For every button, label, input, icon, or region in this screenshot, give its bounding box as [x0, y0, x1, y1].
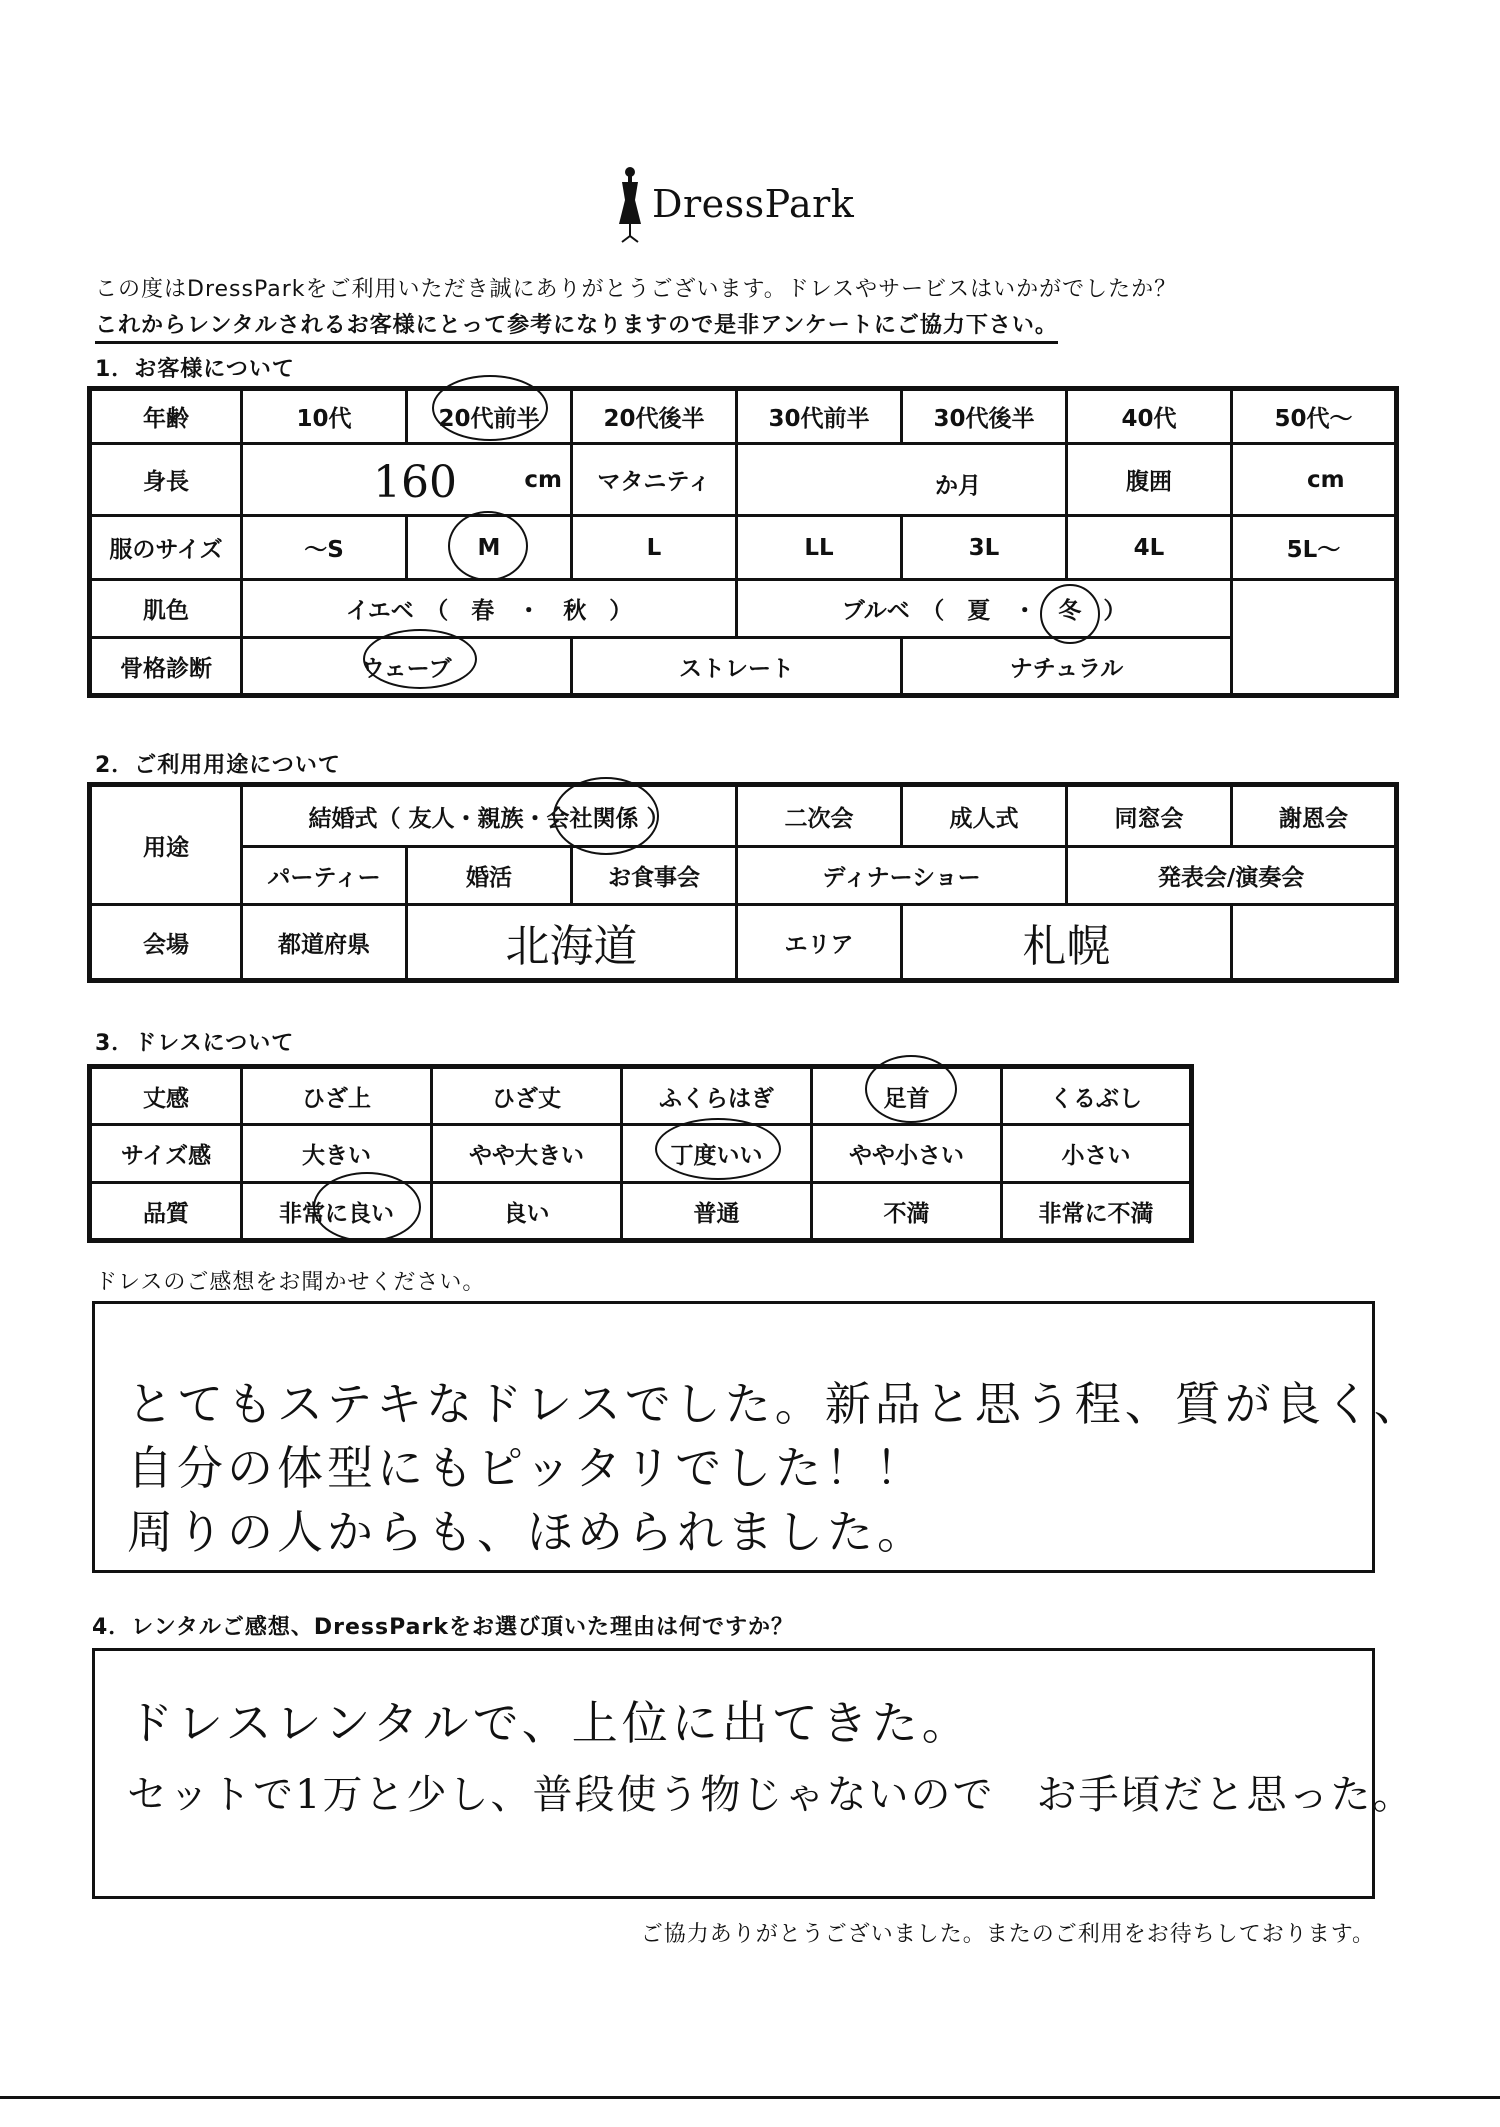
fit-option[interactable]: 大きい	[242, 1125, 432, 1183]
usage-option[interactable]: 成人式	[902, 785, 1067, 847]
dress-table	[87, 1064, 1194, 1243]
skin-row	[90, 580, 1397, 638]
prefecture-label: 都道府県	[242, 905, 407, 981]
waist-label: 腹囲	[1067, 444, 1232, 516]
answer-line: セットで1万と少し、普段使う物じゃないので お手頃だと思った。	[127, 1772, 1415, 1818]
dress-comment-box[interactable]	[92, 1301, 1424, 1573]
quality-option[interactable]: 普通	[622, 1183, 812, 1241]
quality-option[interactable]: 良い	[432, 1183, 622, 1241]
purpose-label: 用途	[90, 785, 242, 905]
section2-title: 2．ご利用用途について	[95, 753, 341, 778]
size-option[interactable]: ～S	[242, 516, 407, 580]
comment-line: 周りの人からも、ほめられました。	[127, 1505, 927, 1559]
size-option[interactable]: 3L	[902, 516, 1067, 580]
customer-table	[87, 386, 1399, 698]
usage-row-1	[90, 785, 1397, 847]
size-option[interactable]: L	[572, 516, 737, 580]
fit-row	[90, 1125, 1192, 1183]
size-option-label: M	[477, 534, 501, 561]
length-option[interactable]: くるぶし	[1002, 1067, 1192, 1125]
usage-option[interactable]: 謝恩会	[1232, 785, 1397, 847]
length-option-selected[interactable]	[812, 1067, 1002, 1125]
blank-cell	[1232, 638, 1397, 696]
frame-row	[90, 638, 1397, 696]
comment-line: 自分の体型にもピッタリでした！！	[127, 1441, 926, 1495]
quality-option-selected[interactable]	[242, 1183, 432, 1241]
intro-request: これからレンタルされるお客様にとって参考になりますので是非アンケートにご協力下さい。	[95, 308, 1058, 344]
brand-name: DressPark	[652, 182, 855, 226]
usage-row-2	[90, 847, 1397, 905]
fit-label: サイズ感	[90, 1125, 242, 1183]
months-unit: か月	[935, 473, 981, 499]
length-option[interactable]: ひざ丈	[432, 1067, 622, 1125]
comment-line: とてもステキなドレスでした。新品と思う程、質が良く、	[127, 1377, 1424, 1431]
maternity-field[interactable]	[737, 444, 1067, 516]
size-option[interactable]: LL	[737, 516, 902, 580]
usage-table	[87, 782, 1399, 983]
usage-option[interactable]: パーティー	[242, 847, 407, 905]
section1-title: 1．お客様について	[95, 357, 295, 382]
usage-option[interactable]: 同窓会	[1067, 785, 1232, 847]
quality-option[interactable]: 不満	[812, 1183, 1002, 1241]
blank-cell	[1232, 905, 1397, 981]
fit-option[interactable]: 小さい	[1002, 1125, 1192, 1183]
section3-title: 3．ドレスについて	[95, 1031, 295, 1056]
skin-blue[interactable]	[737, 580, 1232, 638]
age-option[interactable]: 30代前半	[737, 389, 902, 444]
usage-option[interactable]: お食事会	[572, 847, 737, 905]
venue-row	[90, 905, 1397, 981]
answer-line: ドレスレンタルで、上位に出てきた。	[127, 1696, 972, 1750]
height-unit: cm	[524, 467, 562, 493]
height-value: 160	[373, 457, 457, 508]
skin-blue-prefix: ブルベ （ 夏 ・	[841, 598, 1037, 624]
comment-prompt: ドレスのご感想をお聞かせください。	[95, 1270, 486, 1295]
frame-option[interactable]: ナチュラル	[902, 638, 1232, 696]
fit-option[interactable]: やや小さい	[812, 1125, 1002, 1183]
size-option-selected[interactable]	[407, 516, 572, 580]
waist-field[interactable]	[1232, 444, 1397, 516]
section4-title: 4．レンタルご感想、DressParkをお選び頂いた理由は何ですか？	[92, 1615, 794, 1640]
usage-option[interactable]: ディナーショー	[737, 847, 1067, 905]
quality-label: 品質	[90, 1183, 242, 1241]
length-option[interactable]: ふくらはぎ	[622, 1067, 812, 1125]
length-option-label: 足首	[883, 1085, 930, 1112]
dress-form-icon	[614, 166, 646, 246]
age-option-label: 20代前半	[438, 406, 540, 432]
footer-thanks: ご協力ありがとうございました。またのご利用をお待ちしております。	[640, 1922, 1375, 1947]
height-label: 身長	[90, 444, 242, 516]
blank-cell	[1232, 580, 1397, 638]
prefecture-field[interactable]	[407, 905, 737, 981]
height-row	[90, 444, 1397, 516]
fit-option-selected[interactable]	[622, 1125, 812, 1183]
prefecture-value: 北海道	[505, 921, 638, 972]
venue-label: 会場	[90, 905, 242, 981]
fit-option[interactable]: やや大きい	[432, 1125, 622, 1183]
size-option[interactable]: 4L	[1067, 516, 1232, 580]
wedding-option[interactable]	[242, 785, 737, 847]
skin-yellow[interactable]: イエベ （ 春 ・ 秋 ）	[242, 580, 737, 638]
skin-option-label: 冬	[1058, 598, 1082, 624]
size-option[interactable]: 5L～	[1232, 516, 1397, 580]
rental-comment-box[interactable]	[92, 1648, 1415, 1899]
usage-option[interactable]: 発表会/演奏会	[1067, 847, 1397, 905]
age-option[interactable]: 50代～	[1232, 389, 1397, 444]
frame-label: 骨格診断	[90, 638, 242, 696]
area-value: 札幌	[1022, 921, 1111, 972]
length-label: 丈感	[90, 1067, 242, 1125]
usage-option[interactable]: 二次会	[737, 785, 902, 847]
age-option[interactable]: 40代	[1067, 389, 1232, 444]
age-row	[90, 389, 1397, 444]
fit-option-label: 丁度いい	[670, 1143, 763, 1169]
usage-option[interactable]: 婚活	[407, 847, 572, 905]
frame-option-selected[interactable]	[242, 638, 572, 696]
age-label: 年齢	[90, 389, 242, 444]
quality-option[interactable]: 非常に不満	[1002, 1183, 1192, 1241]
height-field[interactable]	[242, 444, 572, 516]
age-option[interactable]: 20代後半	[572, 389, 737, 444]
size-label: 服のサイズ	[90, 516, 242, 580]
maternity-label: マタニティ	[572, 444, 737, 516]
wedding-text: 結婚式（ 友人・親族・会社関係 ）	[308, 805, 670, 832]
age-option[interactable]: 10代	[242, 389, 407, 444]
dresspark-logo	[600, 160, 900, 250]
area-field[interactable]	[902, 905, 1232, 981]
length-row	[90, 1067, 1192, 1125]
age-option-selected[interactable]	[407, 389, 572, 444]
intro-text: この度はDressParkをご利用いただき誠にありがとうございます。ドレスやサービスはいかがでしたか？	[95, 277, 1178, 302]
frame-option-label: ウェーブ	[361, 655, 452, 682]
size-row	[90, 516, 1397, 580]
quality-option-label: 非常に良い	[279, 1200, 394, 1227]
bottom-rule	[0, 2096, 1500, 2099]
area-label: エリア	[737, 905, 902, 981]
age-option[interactable]: 30代後半	[902, 389, 1067, 444]
quality-row	[90, 1183, 1192, 1241]
waist-unit: cm	[1307, 467, 1345, 493]
length-option[interactable]: ひざ上	[242, 1067, 432, 1125]
skin-label: 肌色	[90, 580, 242, 638]
skin-option-winter[interactable]	[1058, 598, 1089, 624]
skin-blue-suffix: ）	[1103, 598, 1127, 624]
frame-option[interactable]: ストレート	[572, 638, 902, 696]
